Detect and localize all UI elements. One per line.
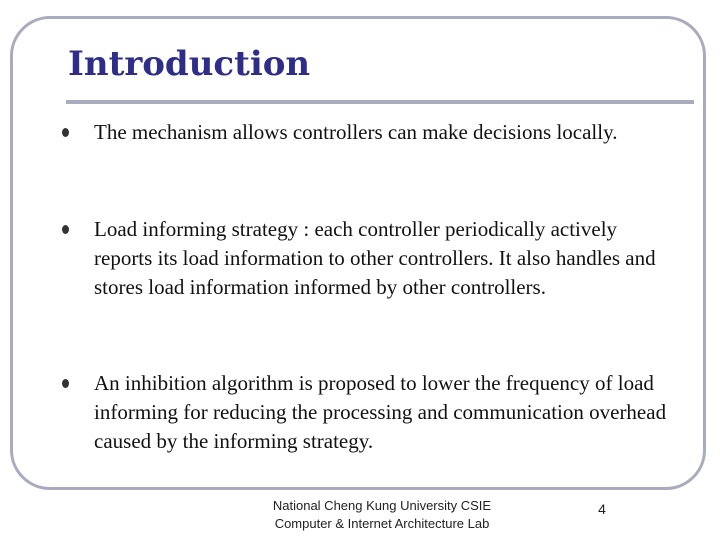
bullet-dot-icon (62, 379, 69, 388)
footer-line-2: Computer & Internet Architecture Lab (274, 516, 490, 531)
bullet-dot-icon (62, 225, 69, 234)
slide-title: Introduction (68, 44, 311, 84)
footer-line-1: National Cheng Kung University CSIE (272, 498, 492, 513)
bullet-text: Load informing strategy : each controller periodically actively reports its load information to other controllers. It also handles and stores load information informed by other controllers. (94, 217, 656, 299)
bullet-item (62, 118, 672, 147)
page-number: 4 (598, 501, 606, 517)
bullet-text: An inhibition algorithm is proposed to lower the frequency of load informing for reducing the processing and communication overhead caused by the informing strategy. (94, 371, 667, 453)
bullet-dot-icon (62, 128, 69, 137)
bullet-item (62, 215, 672, 302)
bullet-item (62, 369, 672, 456)
bullet-text: The mechanism allows controllers can make decisions locally. (94, 120, 618, 144)
footer (252, 497, 512, 533)
